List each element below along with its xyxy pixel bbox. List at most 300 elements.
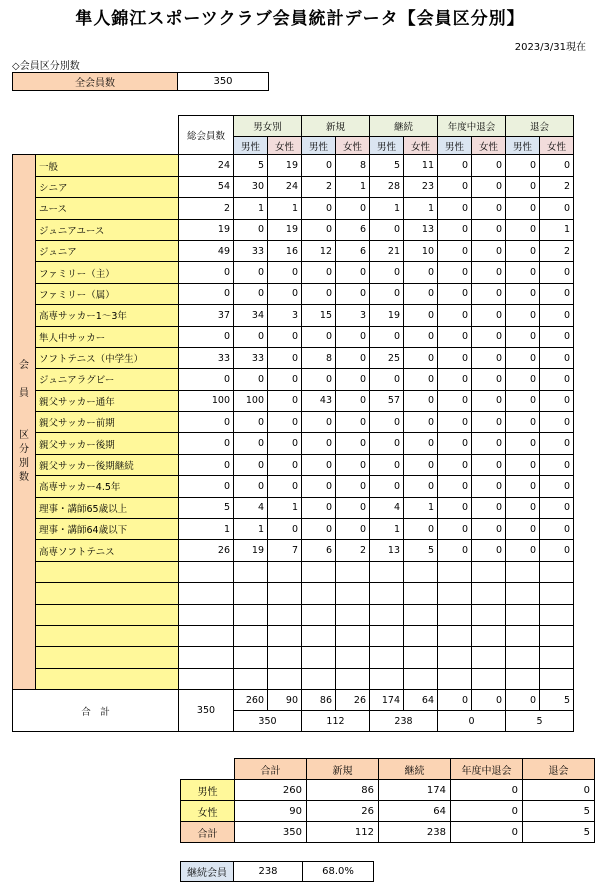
table-row bbox=[13, 519, 574, 540]
table-row bbox=[13, 433, 574, 454]
continuing-value: 238 bbox=[234, 862, 303, 882]
cell-value: 6 bbox=[336, 240, 370, 261]
cell-value: 0 bbox=[472, 240, 506, 261]
cell-value: 0 bbox=[336, 198, 370, 219]
cell-value: 0 bbox=[438, 519, 472, 540]
cell-value: 0 bbox=[472, 454, 506, 475]
table-row bbox=[13, 219, 574, 240]
table-row bbox=[13, 262, 574, 283]
total-split-value: 174 bbox=[370, 690, 404, 711]
category-name: 親父サッカー後期継続 bbox=[36, 454, 179, 475]
category-name: ジュニアユース bbox=[36, 219, 179, 240]
cell-value: 1 bbox=[268, 198, 302, 219]
cell-empty bbox=[472, 583, 506, 604]
cell-empty bbox=[302, 561, 336, 582]
cell-value: 0 bbox=[540, 262, 574, 283]
total-group-value: 350 bbox=[234, 711, 302, 732]
cell-value: 0 bbox=[404, 476, 438, 497]
cell-empty bbox=[336, 647, 370, 668]
cell-value: 0 bbox=[336, 454, 370, 475]
cell-value: 0 bbox=[302, 326, 336, 347]
cell-empty bbox=[179, 668, 234, 689]
cell-empty bbox=[438, 668, 472, 689]
cell-empty bbox=[472, 625, 506, 646]
cell-value: 19 bbox=[179, 219, 234, 240]
cell-empty bbox=[540, 668, 574, 689]
cell-value: 0 bbox=[506, 519, 540, 540]
cell-value: 24 bbox=[179, 155, 234, 176]
cell-empty bbox=[540, 647, 574, 668]
cell-value: 0 bbox=[540, 540, 574, 561]
cell-empty bbox=[370, 647, 404, 668]
cell-empty bbox=[370, 604, 404, 625]
cell-value: 0 bbox=[268, 433, 302, 454]
cell-value: 2 bbox=[336, 540, 370, 561]
cell-empty bbox=[506, 561, 540, 582]
cell-value: 0 bbox=[404, 262, 438, 283]
summary-value: 5 bbox=[523, 801, 595, 822]
cell-empty bbox=[506, 604, 540, 625]
cell-value: 28 bbox=[370, 176, 404, 197]
cell-value: 0 bbox=[404, 519, 438, 540]
cell-value: 2 bbox=[540, 240, 574, 261]
cell-value: 13 bbox=[370, 540, 404, 561]
summary-spacer bbox=[181, 759, 235, 780]
total-split-value: 86 bbox=[302, 690, 336, 711]
cell-value: 0 bbox=[404, 433, 438, 454]
cell-empty bbox=[506, 668, 540, 689]
cell-empty bbox=[302, 647, 336, 668]
cell-value: 0 bbox=[404, 390, 438, 411]
cell-value: 0 bbox=[234, 433, 268, 454]
table-row bbox=[13, 497, 574, 518]
cell-value: 33 bbox=[234, 347, 268, 368]
cell-empty bbox=[438, 604, 472, 625]
cell-value: 0 bbox=[234, 262, 268, 283]
total-members-label: 全会員数 bbox=[13, 73, 178, 91]
cell-value: 0 bbox=[302, 476, 336, 497]
summary-header: 年度中退会 bbox=[451, 759, 523, 780]
table-row bbox=[13, 476, 574, 497]
summary-row-label: 男性 bbox=[181, 780, 235, 801]
cell-empty bbox=[540, 625, 574, 646]
cell-value: 1 bbox=[179, 519, 234, 540]
cell-value: 0 bbox=[438, 305, 472, 326]
cell-value: 0 bbox=[370, 219, 404, 240]
summary-value: 0 bbox=[523, 780, 595, 801]
summary-value: 0 bbox=[451, 822, 523, 843]
cell-value: 0 bbox=[438, 497, 472, 518]
cell-value: 0 bbox=[472, 369, 506, 390]
cell-value: 0 bbox=[302, 433, 336, 454]
cell-value: 3 bbox=[268, 305, 302, 326]
cell-value: 5 bbox=[370, 155, 404, 176]
table-row bbox=[13, 347, 574, 368]
cell-value: 0 bbox=[506, 540, 540, 561]
cell-value: 0 bbox=[472, 219, 506, 240]
category-name: 親父サッカー後期 bbox=[36, 433, 179, 454]
table-row bbox=[13, 155, 574, 176]
continuing-label: 継続会員 bbox=[181, 862, 234, 882]
cell-value: 0 bbox=[472, 176, 506, 197]
cell-value: 0 bbox=[234, 283, 268, 304]
cell-value: 0 bbox=[234, 454, 268, 475]
cell-value: 0 bbox=[404, 369, 438, 390]
table-row bbox=[13, 540, 574, 561]
cell-value: 0 bbox=[438, 347, 472, 368]
category-name: ソフトテニス（中学生） bbox=[36, 347, 179, 368]
cell-value: 0 bbox=[268, 454, 302, 475]
cell-value: 26 bbox=[179, 540, 234, 561]
cell-value: 0 bbox=[506, 390, 540, 411]
table-row bbox=[13, 283, 574, 304]
header-group: 退会 bbox=[506, 116, 574, 137]
cell-value: 19 bbox=[268, 155, 302, 176]
cell-empty bbox=[370, 561, 404, 582]
cell-value: 0 bbox=[234, 326, 268, 347]
header-male: 男性 bbox=[506, 137, 540, 155]
continuing-members-table bbox=[180, 861, 374, 882]
cell-empty bbox=[540, 561, 574, 582]
cell-value: 0 bbox=[336, 326, 370, 347]
cell-empty bbox=[540, 604, 574, 625]
cell-value: 0 bbox=[268, 476, 302, 497]
cell-value: 0 bbox=[234, 369, 268, 390]
cell-value: 0 bbox=[268, 390, 302, 411]
header-male: 男性 bbox=[234, 137, 268, 155]
cell-value: 0 bbox=[336, 433, 370, 454]
cell-value: 0 bbox=[268, 412, 302, 433]
summary-value: 174 bbox=[379, 780, 451, 801]
total-split-value: 0 bbox=[506, 690, 540, 711]
cell-value: 0 bbox=[234, 412, 268, 433]
cell-value: 19 bbox=[268, 219, 302, 240]
summary-value: 64 bbox=[379, 801, 451, 822]
cell-value: 19 bbox=[234, 540, 268, 561]
summary-value: 0 bbox=[451, 780, 523, 801]
cell-value: 37 bbox=[179, 305, 234, 326]
summary-value: 26 bbox=[307, 801, 379, 822]
cell-value: 0 bbox=[404, 305, 438, 326]
cell-empty bbox=[506, 625, 540, 646]
cell-value: 0 bbox=[540, 476, 574, 497]
category-name-empty bbox=[36, 561, 179, 582]
cell-value: 5 bbox=[179, 497, 234, 518]
empty-row bbox=[13, 668, 574, 689]
cell-value: 1 bbox=[370, 519, 404, 540]
cell-value: 0 bbox=[506, 262, 540, 283]
cell-empty bbox=[404, 561, 438, 582]
table-row bbox=[13, 390, 574, 411]
cell-value: 0 bbox=[404, 326, 438, 347]
category-name-empty bbox=[36, 668, 179, 689]
summary-row-label: 合計 bbox=[181, 822, 235, 843]
table-row bbox=[13, 240, 574, 261]
cell-empty bbox=[404, 583, 438, 604]
cell-value: 0 bbox=[472, 433, 506, 454]
total-group-value: 0 bbox=[438, 711, 506, 732]
category-name: ジュニア bbox=[36, 240, 179, 261]
summary-row bbox=[181, 780, 595, 801]
cell-value: 0 bbox=[179, 433, 234, 454]
total-split-value: 260 bbox=[234, 690, 268, 711]
cell-value: 0 bbox=[302, 262, 336, 283]
cell-empty bbox=[370, 583, 404, 604]
cell-value: 0 bbox=[472, 198, 506, 219]
cell-value: 0 bbox=[336, 412, 370, 433]
category-name: 理事・講師65歳以上 bbox=[36, 497, 179, 518]
cell-empty bbox=[336, 668, 370, 689]
cell-empty bbox=[472, 561, 506, 582]
cell-value: 0 bbox=[506, 176, 540, 197]
cell-value: 0 bbox=[540, 198, 574, 219]
cell-empty bbox=[438, 561, 472, 582]
cell-value: 33 bbox=[234, 240, 268, 261]
cell-value: 24 bbox=[268, 176, 302, 197]
cell-value: 0 bbox=[268, 519, 302, 540]
cell-value: 0 bbox=[472, 540, 506, 561]
cell-value: 0 bbox=[540, 283, 574, 304]
header-male: 男性 bbox=[370, 137, 404, 155]
cell-value: 0 bbox=[506, 454, 540, 475]
table-row bbox=[13, 198, 574, 219]
cell-value: 0 bbox=[302, 497, 336, 518]
cell-empty bbox=[404, 668, 438, 689]
cell-value: 0 bbox=[302, 412, 336, 433]
cell-value: 0 bbox=[438, 540, 472, 561]
total-group-value: 112 bbox=[302, 711, 370, 732]
cell-value: 0 bbox=[438, 369, 472, 390]
cell-empty bbox=[268, 625, 302, 646]
cell-value: 0 bbox=[438, 262, 472, 283]
cell-value: 0 bbox=[336, 369, 370, 390]
table-row bbox=[13, 326, 574, 347]
total-split-value: 0 bbox=[472, 690, 506, 711]
cell-value: 0 bbox=[472, 390, 506, 411]
total-split-value: 5 bbox=[540, 690, 574, 711]
cell-empty bbox=[234, 561, 268, 582]
cell-empty bbox=[302, 604, 336, 625]
category-name: 親父サッカー通年 bbox=[36, 390, 179, 411]
cell-value: 0 bbox=[404, 283, 438, 304]
cell-empty bbox=[404, 647, 438, 668]
cell-empty bbox=[268, 668, 302, 689]
summary-value: 238 bbox=[379, 822, 451, 843]
cell-value: 1 bbox=[234, 519, 268, 540]
cell-value: 19 bbox=[370, 305, 404, 326]
header-group: 継続 bbox=[370, 116, 438, 137]
category-name: 親父サッカー前期 bbox=[36, 412, 179, 433]
cell-value: 0 bbox=[370, 433, 404, 454]
summary-value: 260 bbox=[235, 780, 307, 801]
cell-value: 1 bbox=[540, 219, 574, 240]
cell-value: 0 bbox=[506, 369, 540, 390]
cell-empty bbox=[438, 583, 472, 604]
cell-value: 0 bbox=[336, 497, 370, 518]
cell-value: 33 bbox=[179, 347, 234, 368]
cell-value: 0 bbox=[472, 519, 506, 540]
cell-value: 21 bbox=[370, 240, 404, 261]
cell-value: 0 bbox=[179, 283, 234, 304]
header-female: 女性 bbox=[540, 137, 574, 155]
header-female: 女性 bbox=[472, 137, 506, 155]
cell-value: 54 bbox=[179, 176, 234, 197]
total-split-value: 64 bbox=[404, 690, 438, 711]
cell-empty bbox=[302, 668, 336, 689]
summary-header: 新規 bbox=[307, 759, 379, 780]
empty-row bbox=[13, 647, 574, 668]
cell-value: 0 bbox=[438, 240, 472, 261]
cell-value: 0 bbox=[506, 326, 540, 347]
cell-value: 0 bbox=[472, 155, 506, 176]
cell-value: 0 bbox=[540, 497, 574, 518]
cell-value: 2 bbox=[540, 176, 574, 197]
cell-value: 0 bbox=[438, 433, 472, 454]
cell-value: 4 bbox=[234, 497, 268, 518]
cell-empty bbox=[336, 625, 370, 646]
header-group: 男女別 bbox=[234, 116, 302, 137]
cell-value: 0 bbox=[336, 283, 370, 304]
header-total-members: 総会員数 bbox=[179, 116, 234, 155]
cell-value: 0 bbox=[336, 347, 370, 368]
table-row bbox=[13, 305, 574, 326]
cell-value: 2 bbox=[179, 198, 234, 219]
cell-value: 0 bbox=[438, 155, 472, 176]
cell-empty bbox=[404, 625, 438, 646]
cell-value: 8 bbox=[302, 347, 336, 368]
cell-value: 0 bbox=[540, 155, 574, 176]
cell-value: 1 bbox=[268, 497, 302, 518]
total-split-value: 0 bbox=[438, 690, 472, 711]
category-name-empty bbox=[36, 604, 179, 625]
summary-value: 350 bbox=[235, 822, 307, 843]
cell-value: 0 bbox=[472, 326, 506, 347]
cell-value: 0 bbox=[540, 390, 574, 411]
cell-value: 0 bbox=[540, 369, 574, 390]
cell-value: 0 bbox=[506, 305, 540, 326]
cell-empty bbox=[268, 561, 302, 582]
cell-value: 0 bbox=[336, 519, 370, 540]
header-group: 年度中退会 bbox=[438, 116, 506, 137]
summary-row bbox=[181, 822, 595, 843]
header-female: 女性 bbox=[268, 137, 302, 155]
cell-value: 0 bbox=[540, 433, 574, 454]
cell-value: 0 bbox=[506, 433, 540, 454]
cell-value: 0 bbox=[540, 519, 574, 540]
cell-value: 57 bbox=[370, 390, 404, 411]
total-members-value: 350 bbox=[178, 73, 269, 91]
cell-value: 0 bbox=[506, 347, 540, 368]
cell-empty bbox=[438, 625, 472, 646]
cell-value: 0 bbox=[540, 454, 574, 475]
summary-value: 112 bbox=[307, 822, 379, 843]
cell-value: 1 bbox=[336, 176, 370, 197]
total-split-value: 26 bbox=[336, 690, 370, 711]
cell-value: 0 bbox=[472, 412, 506, 433]
cell-value: 0 bbox=[370, 476, 404, 497]
cell-value: 0 bbox=[506, 497, 540, 518]
cell-empty bbox=[179, 561, 234, 582]
summary-row bbox=[181, 801, 595, 822]
cell-value: 0 bbox=[268, 369, 302, 390]
cell-value: 0 bbox=[336, 476, 370, 497]
cell-value: 0 bbox=[404, 454, 438, 475]
category-name-empty bbox=[36, 583, 179, 604]
cell-value: 0 bbox=[506, 240, 540, 261]
cell-value: 100 bbox=[179, 390, 234, 411]
cell-value: 34 bbox=[234, 305, 268, 326]
table-row bbox=[13, 176, 574, 197]
header-female: 女性 bbox=[404, 137, 438, 155]
category-name: 高専ソフトテニス bbox=[36, 540, 179, 561]
cell-value: 0 bbox=[302, 519, 336, 540]
cell-empty bbox=[268, 604, 302, 625]
total-group-value: 5 bbox=[506, 711, 574, 732]
cell-value: 10 bbox=[404, 240, 438, 261]
cell-value: 8 bbox=[336, 155, 370, 176]
cell-value: 0 bbox=[302, 219, 336, 240]
as-of-date: 2023/3/31現在 bbox=[514, 42, 586, 53]
cell-empty bbox=[268, 583, 302, 604]
summary-value: 0 bbox=[451, 801, 523, 822]
cell-value: 0 bbox=[234, 219, 268, 240]
cell-value: 0 bbox=[438, 390, 472, 411]
cell-empty bbox=[302, 583, 336, 604]
cell-empty bbox=[506, 583, 540, 604]
category-name: 高専サッカー4.5年 bbox=[36, 476, 179, 497]
cell-value: 0 bbox=[336, 262, 370, 283]
cell-value: 7 bbox=[268, 540, 302, 561]
cell-value: 0 bbox=[268, 283, 302, 304]
cell-empty bbox=[472, 647, 506, 668]
cell-value: 25 bbox=[370, 347, 404, 368]
page-title: 隼人錦江スポーツクラブ会員統計データ【会員区分別】 bbox=[75, 9, 525, 29]
cell-empty bbox=[336, 561, 370, 582]
cell-value: 13 bbox=[404, 219, 438, 240]
cell-value: 15 bbox=[302, 305, 336, 326]
cell-value: 5 bbox=[404, 540, 438, 561]
category-name: ジュニアラグビー bbox=[36, 369, 179, 390]
cell-value: 0 bbox=[370, 412, 404, 433]
cell-value: 0 bbox=[179, 454, 234, 475]
cell-value: 16 bbox=[268, 240, 302, 261]
cell-value: 0 bbox=[336, 390, 370, 411]
cell-value: 0 bbox=[268, 262, 302, 283]
total-label: 合 計 bbox=[13, 690, 179, 732]
cell-value: 43 bbox=[302, 390, 336, 411]
cell-value: 0 bbox=[540, 326, 574, 347]
cell-value: 0 bbox=[438, 412, 472, 433]
empty-row bbox=[13, 583, 574, 604]
category-name: 理事・講師64歳以下 bbox=[36, 519, 179, 540]
cell-value: 49 bbox=[179, 240, 234, 261]
cell-value: 0 bbox=[472, 262, 506, 283]
cell-value: 0 bbox=[472, 476, 506, 497]
cell-value: 2 bbox=[302, 176, 336, 197]
cell-value: 3 bbox=[336, 305, 370, 326]
category-name: 隼人中サッカー bbox=[36, 326, 179, 347]
cell-value: 0 bbox=[540, 412, 574, 433]
cell-empty bbox=[336, 604, 370, 625]
cell-empty bbox=[179, 647, 234, 668]
cell-empty bbox=[540, 583, 574, 604]
summary-value: 5 bbox=[523, 822, 595, 843]
cell-empty bbox=[472, 604, 506, 625]
cell-value: 11 bbox=[404, 155, 438, 176]
category-name-empty bbox=[36, 625, 179, 646]
cell-value: 0 bbox=[540, 305, 574, 326]
empty-row bbox=[13, 625, 574, 646]
